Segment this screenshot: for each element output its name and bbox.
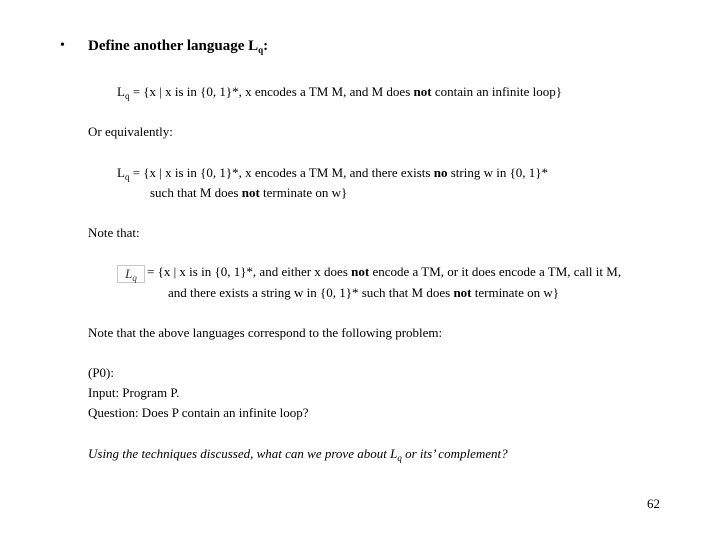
problem-input: Input: Program P. <box>88 385 180 400</box>
definition-2-line-1: $L_q = \{x$ | x is in {0, 1}*, x encodes a TM M, and there exists no string w in {0, 1}* <box>117 165 549 182</box>
definition-3-line-2: and there exists a string w in {0, 1}* such that M does not terminate on w} <box>168 285 559 300</box>
definition-2-line-2: such that M does not terminate on w} <box>150 185 348 200</box>
bullet: • <box>60 38 65 53</box>
definition-3-line-1: $L_q = \{x$ | x is in {0, 1}*, and either x does not encode a TM, or it does encode a TM, call it M, <box>117 264 621 283</box>
page-number: 62 <box>647 496 660 511</box>
equivalently-label: Or equivalently: <box>88 124 173 139</box>
closing-question: Using the techniques discussed, what can we prove about $L_q$ or its’ complement? <box>88 446 508 463</box>
lq-symbol-image: $L_q$ <box>117 265 145 283</box>
note-label: Note that: <box>88 225 140 240</box>
problem-question: Question: Does P contain an infinite loop? <box>88 405 309 420</box>
definition-1: $L_q = \{x$ | x is in {0, 1}*, x encodes a TM M, and M does not contain an infinite loop} <box>117 84 563 101</box>
problem-id: (P0): <box>88 365 114 380</box>
note-problem: Note that the above languages correspond to the following problem: <box>88 325 443 340</box>
slide-heading: Define another language $L_q$: <box>88 38 269 55</box>
